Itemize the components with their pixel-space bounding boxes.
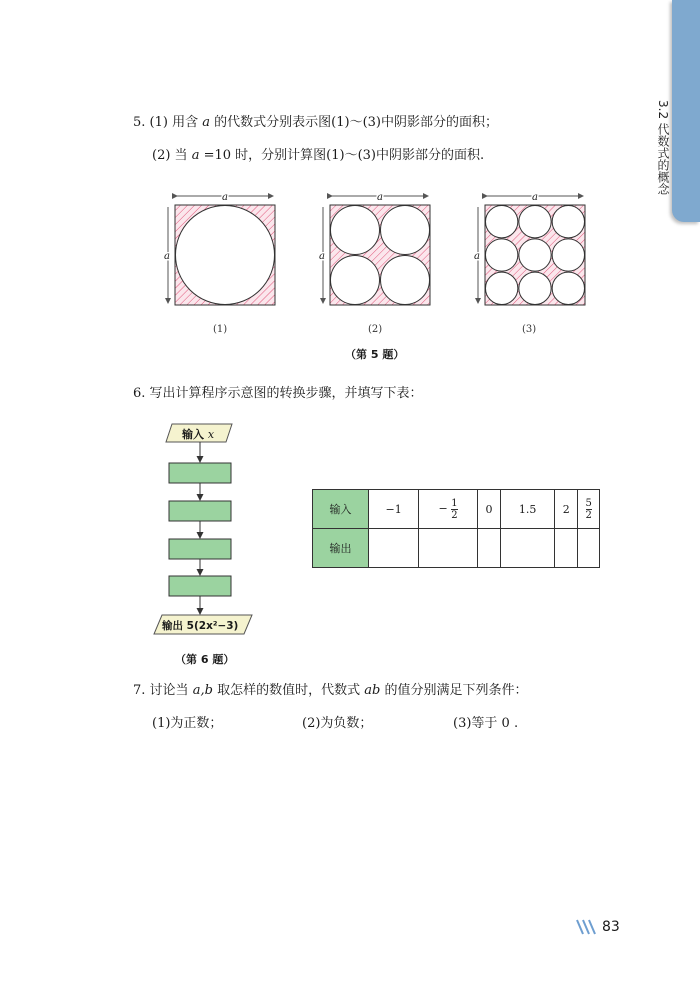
fraction-neg-half: − $\frac{1}{2}$ [438,497,458,521]
table-row-output [313,529,600,568]
q7-vars: a,b [192,683,213,698]
figure-1 [164,192,275,305]
flow-input-label [182,426,214,442]
height-label: a [319,251,325,262]
inscribed-circle [176,206,275,305]
inscribed-circle [486,206,518,238]
table-cell-input-2 [419,490,478,529]
table-head-output: 输出 [313,529,369,568]
q5-number: 5. [133,115,146,130]
inscribed-circle [381,256,430,305]
chapter-side-label [650,100,670,195]
chapter-side-tab [672,0,700,222]
inscribed-circle [486,272,518,304]
inscribed-circle [552,272,584,304]
inscribed-circle [331,206,380,255]
table-cell-input-1: −1 [369,490,419,529]
table-cell-input-3: 0 [477,490,500,529]
q7-text-a: 讨论当 [149,683,189,698]
q5-line1-text-a: (1) 用含 [149,115,199,130]
inscribed-circle [552,239,584,271]
q7-text-b: 取怎样的数值时，代数式 [217,683,361,698]
table-head-input: 输入 [313,490,369,529]
page-number: 83 [602,919,620,935]
q5-line2-var: a [191,148,200,163]
inscribed-circle [486,239,518,271]
q5-line1 [133,115,498,131]
q5-line1-var: a [202,115,211,130]
table-cell-output-5[interactable] [555,529,578,568]
width-label: a [532,192,538,203]
page-stripes-icon [575,918,603,936]
q6-caption: （第 6 题） [175,653,235,666]
q6-text: 写出计算程序示意图的转换步骤，并填写下表： [149,386,423,401]
flow-output-label: 输出 5(2x²−3) [162,620,239,632]
q5-line2-text-a: (2) 当 [152,148,188,163]
q7-number: 7. [133,683,146,698]
q7-option-3: (3)等于 0 . [453,716,519,731]
height-label: a [164,251,170,262]
q5-figures [160,190,600,320]
inscribed-circle [519,239,551,271]
fig1-label: (1) [213,324,228,335]
q7-option-1: (1)为正数； [152,716,223,731]
inscribed-circle [331,256,380,305]
flow-input-text: 输入 [182,428,204,441]
inscribed-circle [381,206,430,255]
inscribed-circle [552,206,584,238]
q5-line1-text-b: 的代数式分别表示图(1)～(3)中阴影部分的面积； [214,115,498,130]
table-cell-output-1[interactable] [369,529,419,568]
q6-number: 6. [133,386,146,401]
q7-line [133,683,527,699]
flow-step-box-1[interactable] [169,463,231,483]
q5-caption: （第 5 题） [345,348,405,361]
q7-text-c: 的值分别满足下列条件： [384,683,528,698]
flow-step-box-4[interactable] [169,576,231,596]
fig3-label: (3) [522,324,537,335]
width-label: a [377,192,383,203]
figure-2 [319,192,430,305]
flow-step-box-3[interactable] [169,539,231,559]
fraction-five-half: $\frac{5}{2}$ [585,497,592,521]
width-label: a [222,192,228,203]
section-title: 代数式的概念 [656,122,670,195]
section-number: 3.2 [656,100,670,120]
table-cell-output-2[interactable] [419,529,478,568]
q7-option-2: (2)为负数； [302,716,373,731]
q5-line2-text-b: =10 时，分别计算图(1)～(3)中阴影部分的面积. [203,148,485,163]
q6-table [312,489,600,568]
inscribed-circle [519,206,551,238]
flow-input-var: x [207,428,215,441]
table-cell-output-4[interactable] [501,529,555,568]
q6-line [133,386,423,402]
fig2-label: (2) [368,324,383,335]
figure-3 [474,192,585,305]
table-row-input [313,490,600,529]
table-cell-output-3[interactable] [477,529,500,568]
table-cell-input-6 [578,490,600,529]
q5-line2 [152,148,484,164]
height-label: a [474,251,480,262]
q7-expr: ab [364,683,381,698]
q6-flowchart [140,415,270,645]
table-cell-output-6[interactable] [578,529,600,568]
inscribed-circle [519,272,551,304]
flow-step-box-2[interactable] [169,501,231,521]
table-cell-input-5: 2 [555,490,578,529]
table-cell-input-4: 1.5 [501,490,555,529]
